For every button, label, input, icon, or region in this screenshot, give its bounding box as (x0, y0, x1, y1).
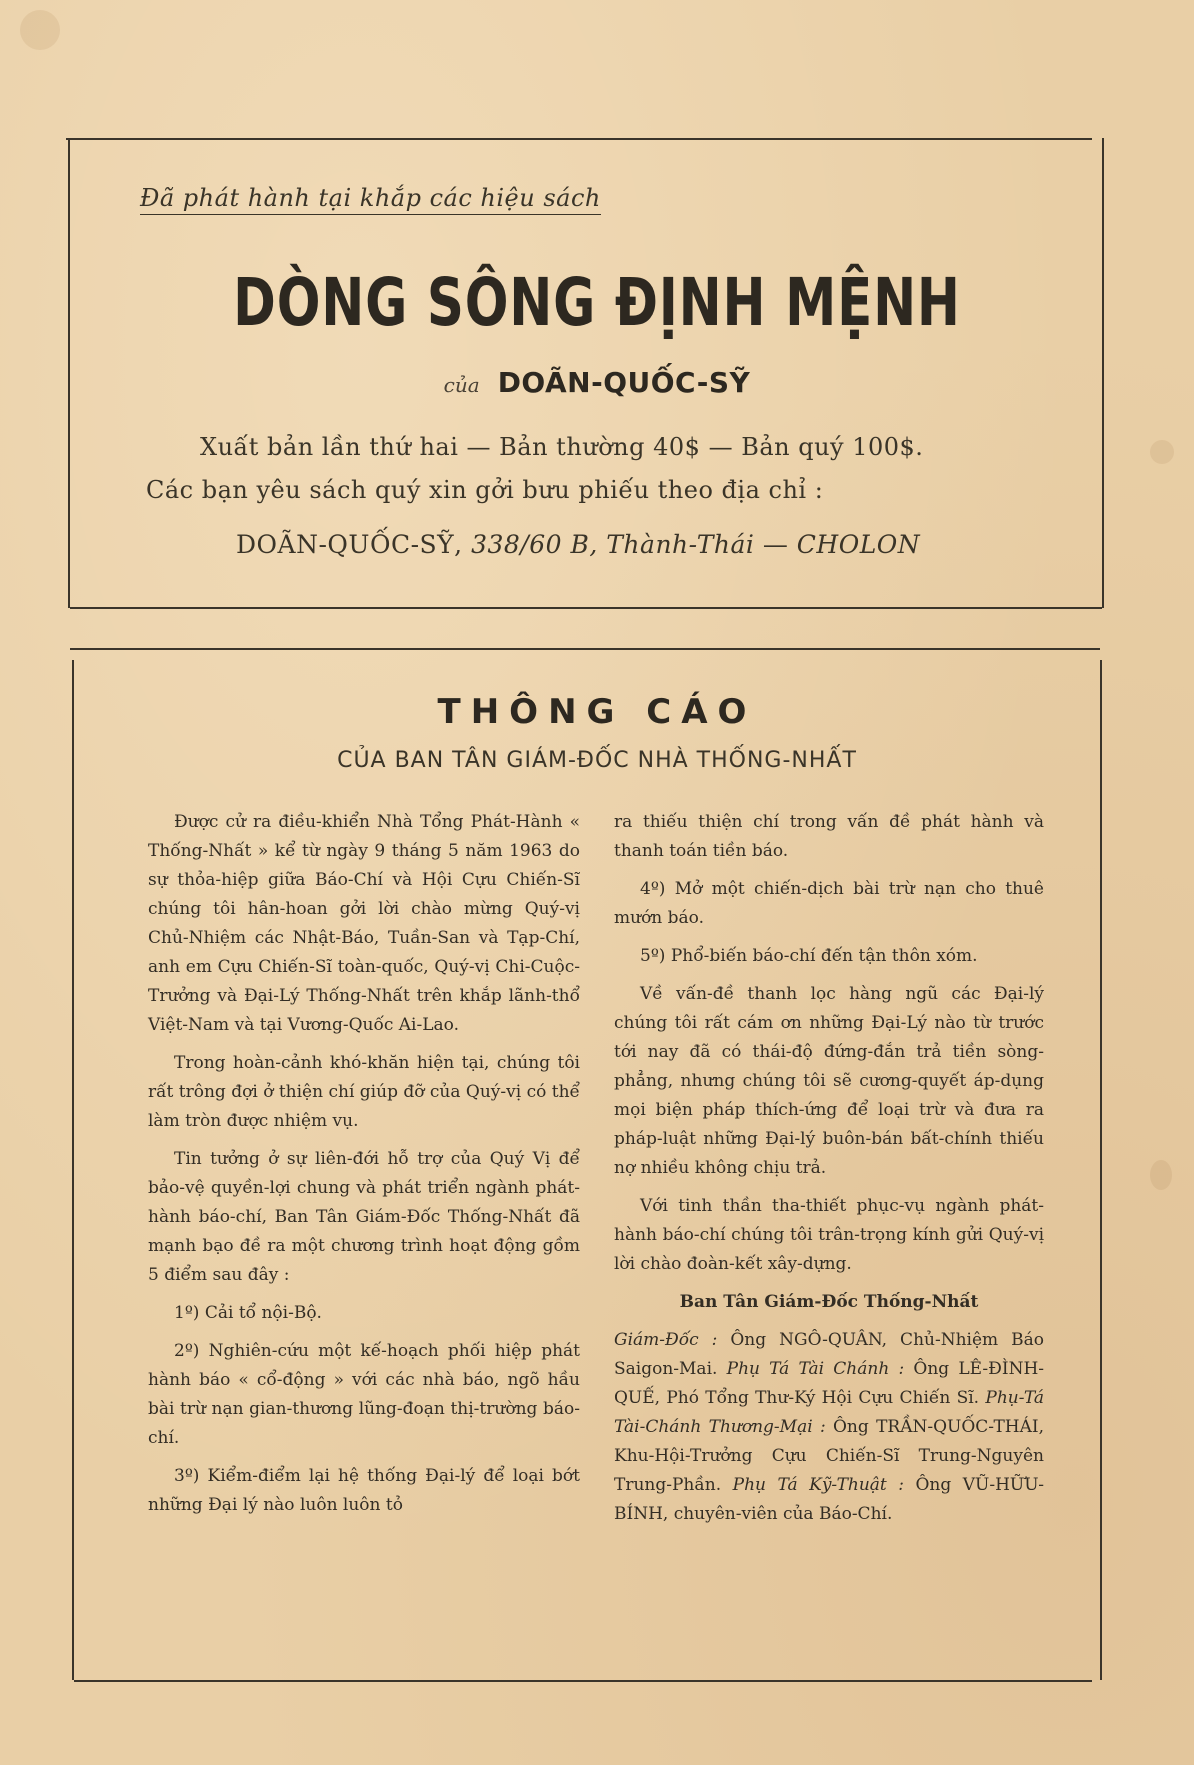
program-point: 1º) Cải tổ nội-Bộ. (174, 1303, 322, 1323)
address-separator: — (762, 530, 789, 559)
program-point: 4º) Mở một chiến-dịch bài trừ nạn cho thuê mướn báo. (614, 879, 1044, 928)
ad-border-bottom (70, 607, 1102, 609)
edition-price-line: Xuất bản lần thứ hai — Bản thường 40$ — Bản quý 100$. (200, 433, 924, 461)
announcement-border-top (70, 648, 1100, 650)
staff-person: Ông VŨ-HỮU-BÍNH, chuyên-viên của Báo-Chí. (614, 1475, 1045, 1524)
staff-person: Ông NGÔ-QUÂN, Chủ-Nhiệm Báo Saigon-Mai. (614, 1330, 1044, 1379)
book-author-line (0, 366, 1194, 399)
address-street: 338/60 B, Thành-Thái (471, 530, 755, 559)
author-name: DOÃN-QUỐC-SỸ (497, 366, 751, 399)
staff-role: Phụ Tá Kỹ-Thuật : (732, 1475, 904, 1495)
paper-stain (1150, 440, 1174, 464)
paragraph: Tin tưởng ở sự liên-đới hỗ trợ của Quý Vị để bảo-vệ quyền-lợi chung và phát triển ngành phát-hành báo-chí, Ban Tân Giám-Đốc Thống-Nhất đã mạnh bạo đề ra một chương trình hoạt động gồm 5 điểm sau đây : (148, 1149, 580, 1285)
announcement-title: THÔNG CÁO (437, 692, 757, 732)
address-name: DOÃN-QUỐC-SỸ, (236, 530, 463, 559)
staff-role: Phụ Tá Tài Chánh : (726, 1359, 905, 1379)
address-city: CHOLON (796, 530, 921, 559)
paragraph: Trong hoàn-cảnh khó-khăn hiện tại, chúng tôi rất trông đợi ở thiện chí giúp đỡ của Quý-vị có thể làm tròn được nhiệm vụ. (148, 1053, 580, 1131)
announcement-border-bottom (74, 1680, 1092, 1682)
paper-stain (1150, 1160, 1172, 1190)
order-request-line: Các bạn yêu sách quý xin gởi bưu phiếu theo địa chỉ : (146, 476, 824, 504)
program-point: 3º) Kiểm-điểm lại hệ thống Đại-lý để loại bớt những Đại lý nào luôn luôn tỏ (148, 1466, 580, 1515)
paragraph-continuation: ra thiếu thiện chí trong vấn đề phát hành và thanh toán tiền báo. (614, 812, 1044, 861)
paragraph: Được cử ra điều-khiển Nhà Tổng Phát-Hành « Thống-Nhất » kể từ ngày 9 tháng 5 năm 1963 do sự thỏa-hiệp giữa Báo-Chí và Hội Cựu Chiến-Sĩ chúng tôi hân-hoan gởi lời chào mừng Quý-vị Chủ-Nhiệm các Nhật-Báo, Tuần-San và Tạp-Chí, anh em Cựu Chiến-Sĩ toàn-quốc, Quý-vị Chi-Cuộc-Trưởng và Đại-Lý Thống-Nhất trên khắp lãnh-thổ Việt-Nam và tại Vương-Quốc Ai-Lao. (148, 812, 580, 1035)
signature: Ban Tân Giám-Đốc Thống-Nhất (679, 1292, 979, 1312)
release-note: Đã phát hành tại khắp các hiệu sách (140, 184, 601, 215)
program-point: 2º) Nghiên-cứu một kế-hoạch phối hiệp phát hành báo « cổ-động » với các nhà báo, ngõ hầu bài trừ nạn gian-thương lũng-đoạn thị-trường báo-chí. (148, 1341, 580, 1448)
paragraph: Về vấn-đề thanh lọc hàng ngũ các Đại-lý chúng tôi rất cám ơn những Đại-Lý nào từ trước tới nay đã có thái-độ đứng-đắn trả tiền sòng-phẳng, nhưng chúng tôi sẽ cương-quyết áp-dụng mọi biện pháp thích-ứng để loại trừ và đưa ra pháp-luật những Đại-lý buôn-bán bất-chính thiếu nợ nhiều không chịu trả. (614, 984, 1044, 1178)
announcement-subtitle: CỦA BAN TÂN GIÁM-ĐỐC NHÀ THỐNG-NHẤT (337, 748, 857, 773)
staff-list (614, 1326, 1044, 1529)
staff-person: Ông TRẦN-QUỐC-THÁI, Khu-Hội-Trưởng Cựu Chiến-Sĩ Trung-Nguyên Trung-Phần. (614, 1417, 1045, 1495)
by-word: của (443, 373, 480, 397)
book-title: DÒNG SÔNG ĐỊNH MỆNH (233, 264, 961, 341)
paragraph: Với tinh thần tha-thiết phục-vụ ngành phát-hành báo-chí chúng tôi trân-trọng kính gửi Quý-vị lời chào đoàn-kết xây-dựng. (614, 1196, 1044, 1274)
announcement-left-column (148, 808, 580, 1529)
order-address (236, 530, 920, 559)
program-point: 5º) Phổ-biến báo-chí đến tận thôn xóm. (640, 946, 978, 966)
paper-stain (20, 10, 60, 50)
staff-role: Giám-Đốc : (614, 1330, 718, 1350)
staff-person: Ông LÊ-ĐÌNH-QUẾ, Phó Tổng Thư-Ký Hội Cựu Chiến Sĩ. (614, 1359, 1045, 1408)
announcement-right-column (614, 808, 1044, 1538)
staff-role: Phụ-Tá Tài-Chánh Thương-Mại : (614, 1388, 1045, 1437)
